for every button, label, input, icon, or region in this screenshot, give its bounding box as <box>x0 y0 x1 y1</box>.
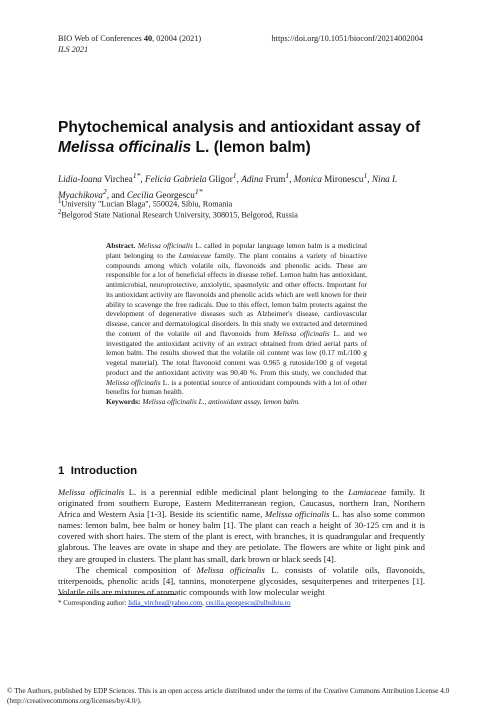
title-rest: L. (lemon balm) <box>191 138 311 156</box>
footnote-divider <box>58 594 176 595</box>
author-name: Frum <box>265 174 286 185</box>
conference-label: ILS 2021 <box>58 45 89 54</box>
title-line-1: Phytochemical analysis and antioxidant assay of <box>58 119 421 136</box>
section-heading <box>58 464 137 478</box>
author-name: Gligor <box>208 174 233 185</box>
journal-issue: , 02004 (2021) <box>152 34 202 43</box>
journal-volume: 40 <box>143 34 153 43</box>
author-list: Lidia-Ioana Virchea$^{1*}$, Felicia Gabriela Gligor$^1$, Adina Frum$^1$, Monica Mironescu$^1$, Nina I. Myachikova$^2$, and Cecilia Georgescu$^{1*}$ <box>58 171 398 200</box>
abstract: Abstract. Melissa officinalis L. called in popular language lemon balm is a medicinal plant belonging to the Lamiaceae family. The plant contains a variety of bioactive compounds among which volatile oils, flavonoids and phenolic acids. These are responsible for a lot of beneficial effects in disease relief. Lemon balm has antioxidant, antimicrobial, neuroprotective, anxiolytic, spasmolytic and other effects. Important for its antioxidant activity are flavonoids and phenolic acids which are well known for their ability to scavenge the free radicals. Due to this effect, lemon balm protects against the development of degenerative diseases such as Alzheimer's disease, cardiovascular disease, cancer and dermatological disorders. In this study we extracted and determined the content of the volatile oil and flavonoids from Melissa officinalis L. and we investigated the antioxidant activity of an extract obtained from dried aerial parts of lemon balm. The results showed that the volatile oil content was low (0.17 mL/100 g vegetal material). The total flavonoid content was 0.965 g rutoside/100 g of vegetal product and the antioxidant activity was 90.40 %. From this study, we concluded that Melissa officinalis L. is a potential source of antioxidant compounds with a lot of other benefits for human health. Keywords: Melissa officinalis L., antioxidant assay, lemon balm. <box>106 241 368 407</box>
abstract-label: Abstract. <box>106 241 136 250</box>
corresponding-author-footnote: * Corresponding author: lidia_virchea@yahoo.com, cecilia.georgescu@ulbsibiu.ro <box>58 599 291 607</box>
paper-title <box>58 118 438 157</box>
paragraph: The chemical composition of Melissa officinalis L. consists of volatile oils, flavonoids, triterpenoids, phenolic acids [4], tannins, monoterpene glycosides, sesquiterpenes and triterpenes [1]. Volatile oils are mixtures of aromatic compounds with low molecular weight <box>58 564 425 597</box>
introduction-body <box>58 487 425 598</box>
email-link[interactable]: cecilia.georgescu@ulbsibiu.ro <box>205 599 291 607</box>
keywords: Melissa officinalis L., antioxidant assay, lemon balm. <box>140 397 301 407</box>
copyright-notice: © The Authors, published by EDP Sciences. This is an open access article distributed under the terms of the Creative Commons Attribution License 4.0 (http://creativecommons.org/licenses/by/4.0/). <box>7 686 450 705</box>
title-line-2 <box>58 138 438 158</box>
section-number: 1 <box>58 465 65 477</box>
author-name: Georgescu <box>155 189 195 200</box>
journal-name: BIO Web of Conferences <box>58 34 144 43</box>
journal-citation <box>58 34 201 44</box>
section-title: Introduction <box>70 465 138 477</box>
author-name: Mironescu <box>324 174 364 185</box>
affiliation-1: $^1$University "Lucian Blaga", 550024, Sibiu, Romania <box>58 198 233 209</box>
doi-link[interactable]: https://doi.org/10.1051/bioconf/20214002004 <box>271 34 423 43</box>
author-name: Myachikova <box>58 189 103 200</box>
author-name: Virchea <box>104 174 133 185</box>
title-species: Melissa officinalis <box>58 138 192 156</box>
email-link[interactable]: lidia_virchea@yahoo.com <box>128 599 203 607</box>
affiliation-2: $^2$Belgorod State National Research University, 308015, Belgorod, Russia <box>58 209 298 220</box>
keywords-label: Keywords: <box>106 397 141 407</box>
paragraph: Melissa officinalis L. is a perennial edible medicinal plant belonging to the Lamiaceae family. It originated from southern Europe, Eastern Mediterranean region, Caucasus, northern Iran, Northern Africa and Western Asia [1-3]. Beside its scientific name, Melissa officinalis L. has also some common names: lemon balm, bee balm or honey balm [1]. The plant can reach a height of 30-125 cm and it is covered with short hairs. The stem of the plant is erect, with branches, it is quadrangular and frequently glabrous. The leaves are ovate in shape and they are petiolate. The flowers are white or light pink and they are grouped in clusters. The plant has small, dark brown or black seeds [4]. <box>58 487 426 564</box>
